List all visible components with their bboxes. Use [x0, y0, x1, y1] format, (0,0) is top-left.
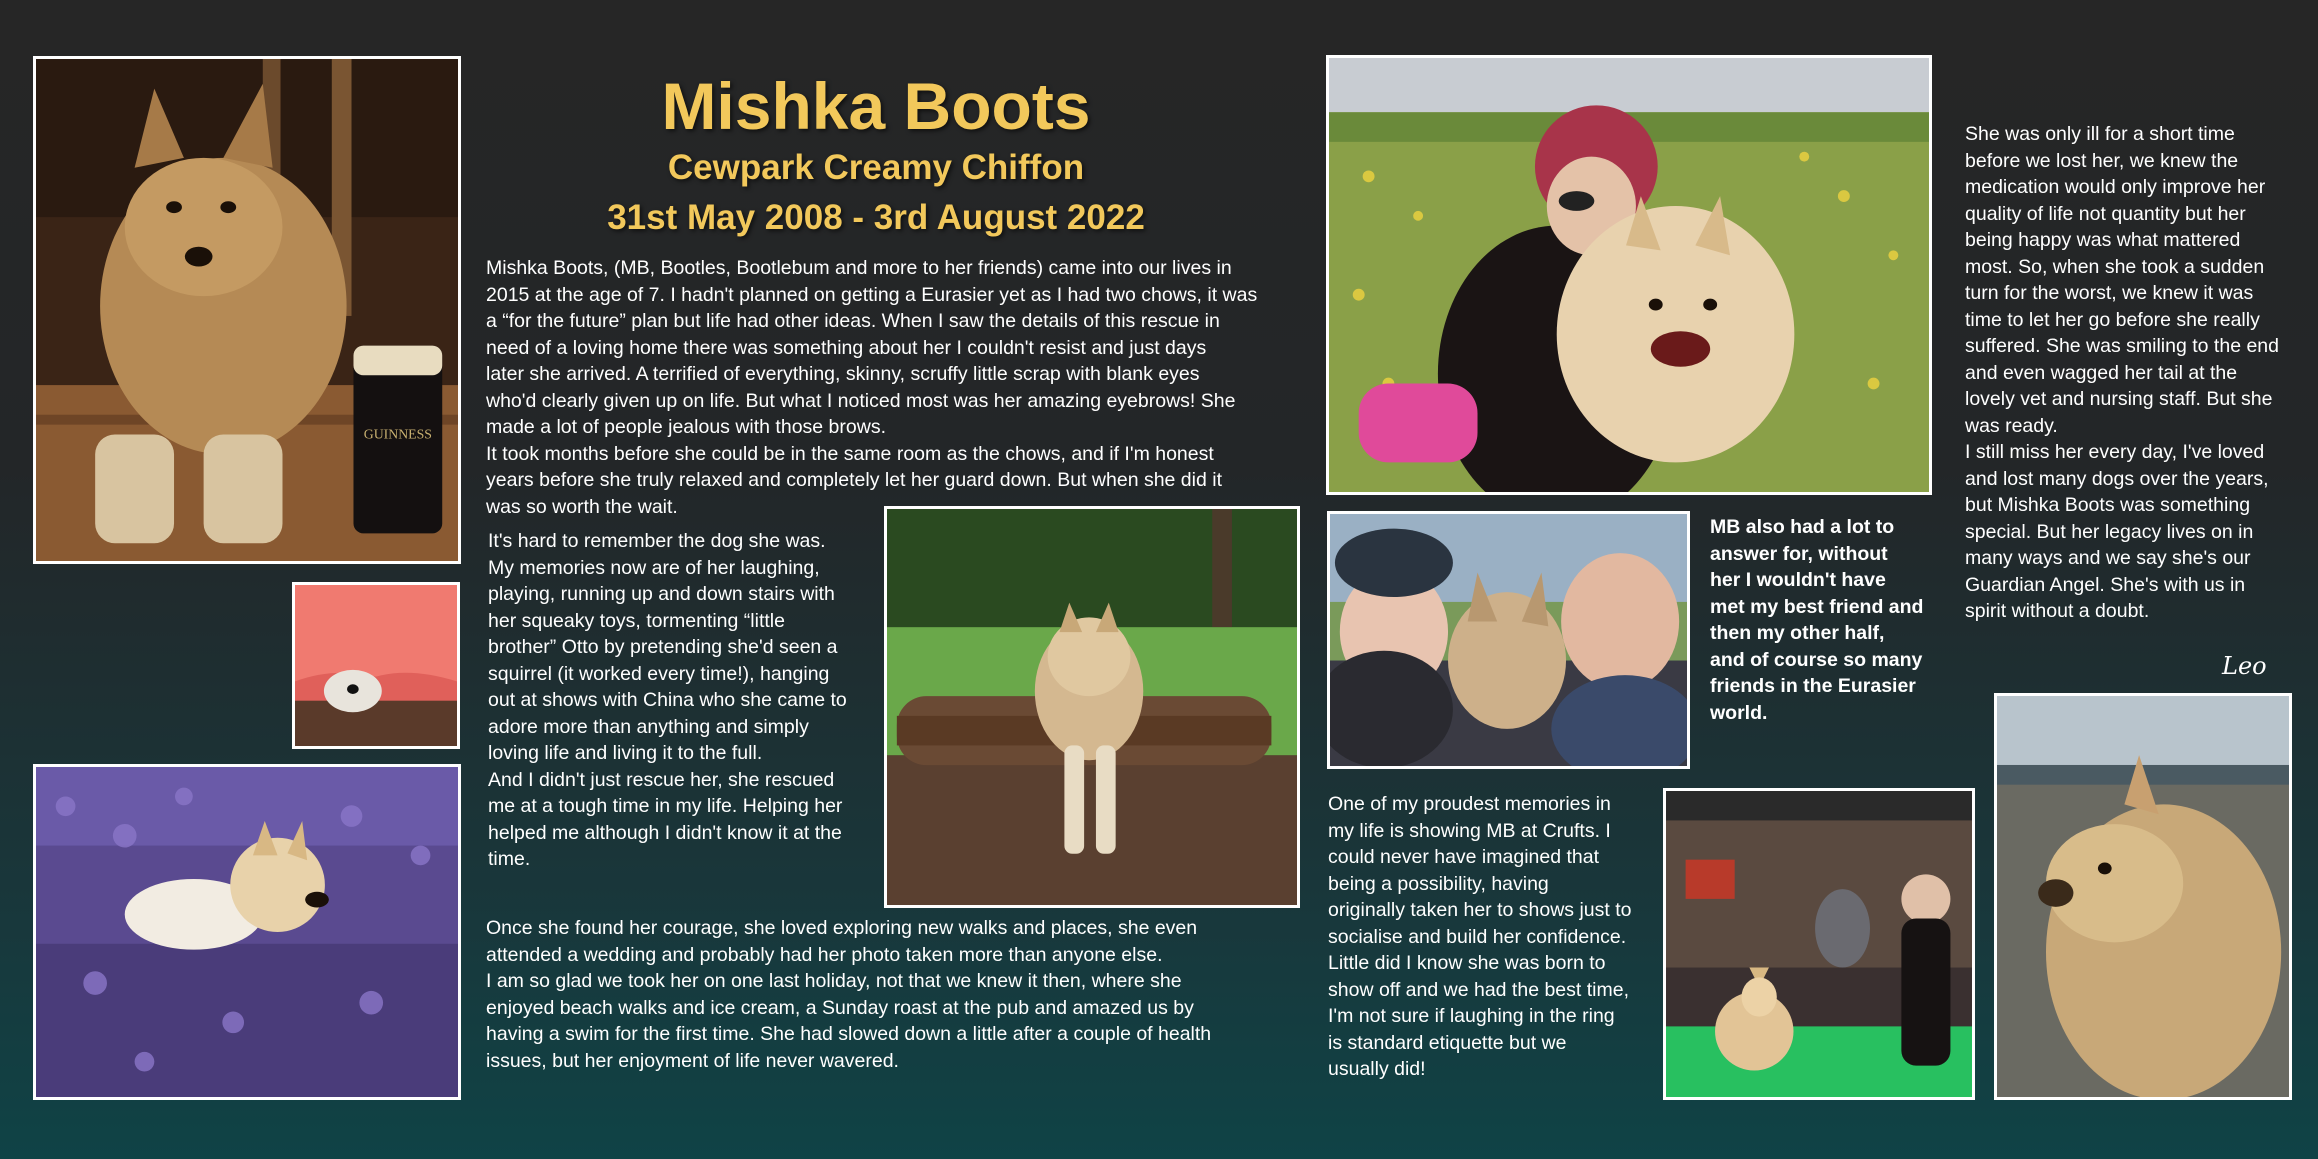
photo-selfie-friends	[1327, 511, 1690, 769]
registered-name: Cewpark Creamy Chiffon	[667, 148, 1085, 187]
page-title: Mishka Boots	[661, 69, 1091, 143]
story-memories: It's hard to remember the dog she was. My memories now are of her laughing, playing, running up and down stairs with her squeaky toys, tormenting “little brother” Otto by pretending she'd seen a squirrel (it worked every time!), hanging out at shows with China who she came to adore more than anything and simply loving life and living it to the full. And I didn't just rescue her, she rescued me at a tough time in my life. Helping her helped me although I didn't know it at the time.	[488, 530, 847, 870]
photo-meadow-portrait	[1326, 55, 1932, 495]
photo-red-blanket	[292, 582, 460, 749]
story-farewell: She was only ill for a short time before we lost her, we knew the medication would only improve her quality of life not quantity but her being happy was what mattered most. So, when she took a sudden turn for the worst, we knew it was time to let her go before she really suffered. She was smiling to the end and even wagged her tail at the lovely vet and nursing staff. But she was ready. I still miss her every day, I've loved and lost many dogs over the years, but Mishka Boots was something special. But her legacy lives on in many ways and we say she's our Guardian Angel. She's with us in spirit without a doubt.	[1965, 123, 2279, 622]
guinness-label: GUINNESS	[363, 426, 432, 442]
story-courage: Once she found her courage, she loved exploring new walks and places, she even attended a wedding and probably had her photo taken more than anyone else. I am so glad we took her on one last holiday, not that we knew it then, where she enjoyed beach walks and ice cream, a Sunday roast at the pub and amazed us by having a swim for the first time. She had slowed down a little after a couple of health issues, but her enjoyment of life never wavered.	[486, 917, 1212, 1072]
signature: Leo	[2222, 652, 2267, 680]
life-dates: 31st May 2008 - 3rd August 2022	[607, 198, 1145, 237]
photo-crufts-ring	[1663, 788, 1975, 1100]
photo-beach-profile	[1994, 693, 2292, 1100]
photo-pub-guinness	[33, 56, 461, 564]
story-intro: Mishka Boots, (MB, Bootles, Bootlebum and more to her friends) came into our lives in 2015 at the age of 7. I hadn't planned on getting a Eurasier yet as I had two chows, it was a “for the future” plan but life had other ideas. When I saw the details of this rescue in need of a loving home there was something about her I couldn't resist and just days later she arrived. A terrified of everything, skinny, scruffy little scrap with blank eyes who'd clearly given up on life. But what I noticed most was her amazing eyebrows! She made a lot of people jealous with those brows. It took months before she could be in the same room as the chows, and if I'm honest years before she truly relaxed and completely let her guard down. But when she did it was so worth the wait.	[486, 257, 1258, 518]
photo-lavender-field	[33, 764, 461, 1100]
photo-woodland-log	[884, 506, 1300, 908]
story-friends: MB also had a lot to answer for, without her I wouldn't have met my best friend and then my other half, and of course so many friends in the Eurasier world.	[1710, 516, 1924, 724]
story-crufts: One of my proudest memories in my life is showing MB at Crufts. I could never have imagined that being a possibility, having originally taken her to shows just to socialise and build her confidence. Little did I know she was born to show off and we had the best time, I'm not sure if laughing in the ring is standard etiquette but we usually did!	[1328, 793, 1632, 1080]
